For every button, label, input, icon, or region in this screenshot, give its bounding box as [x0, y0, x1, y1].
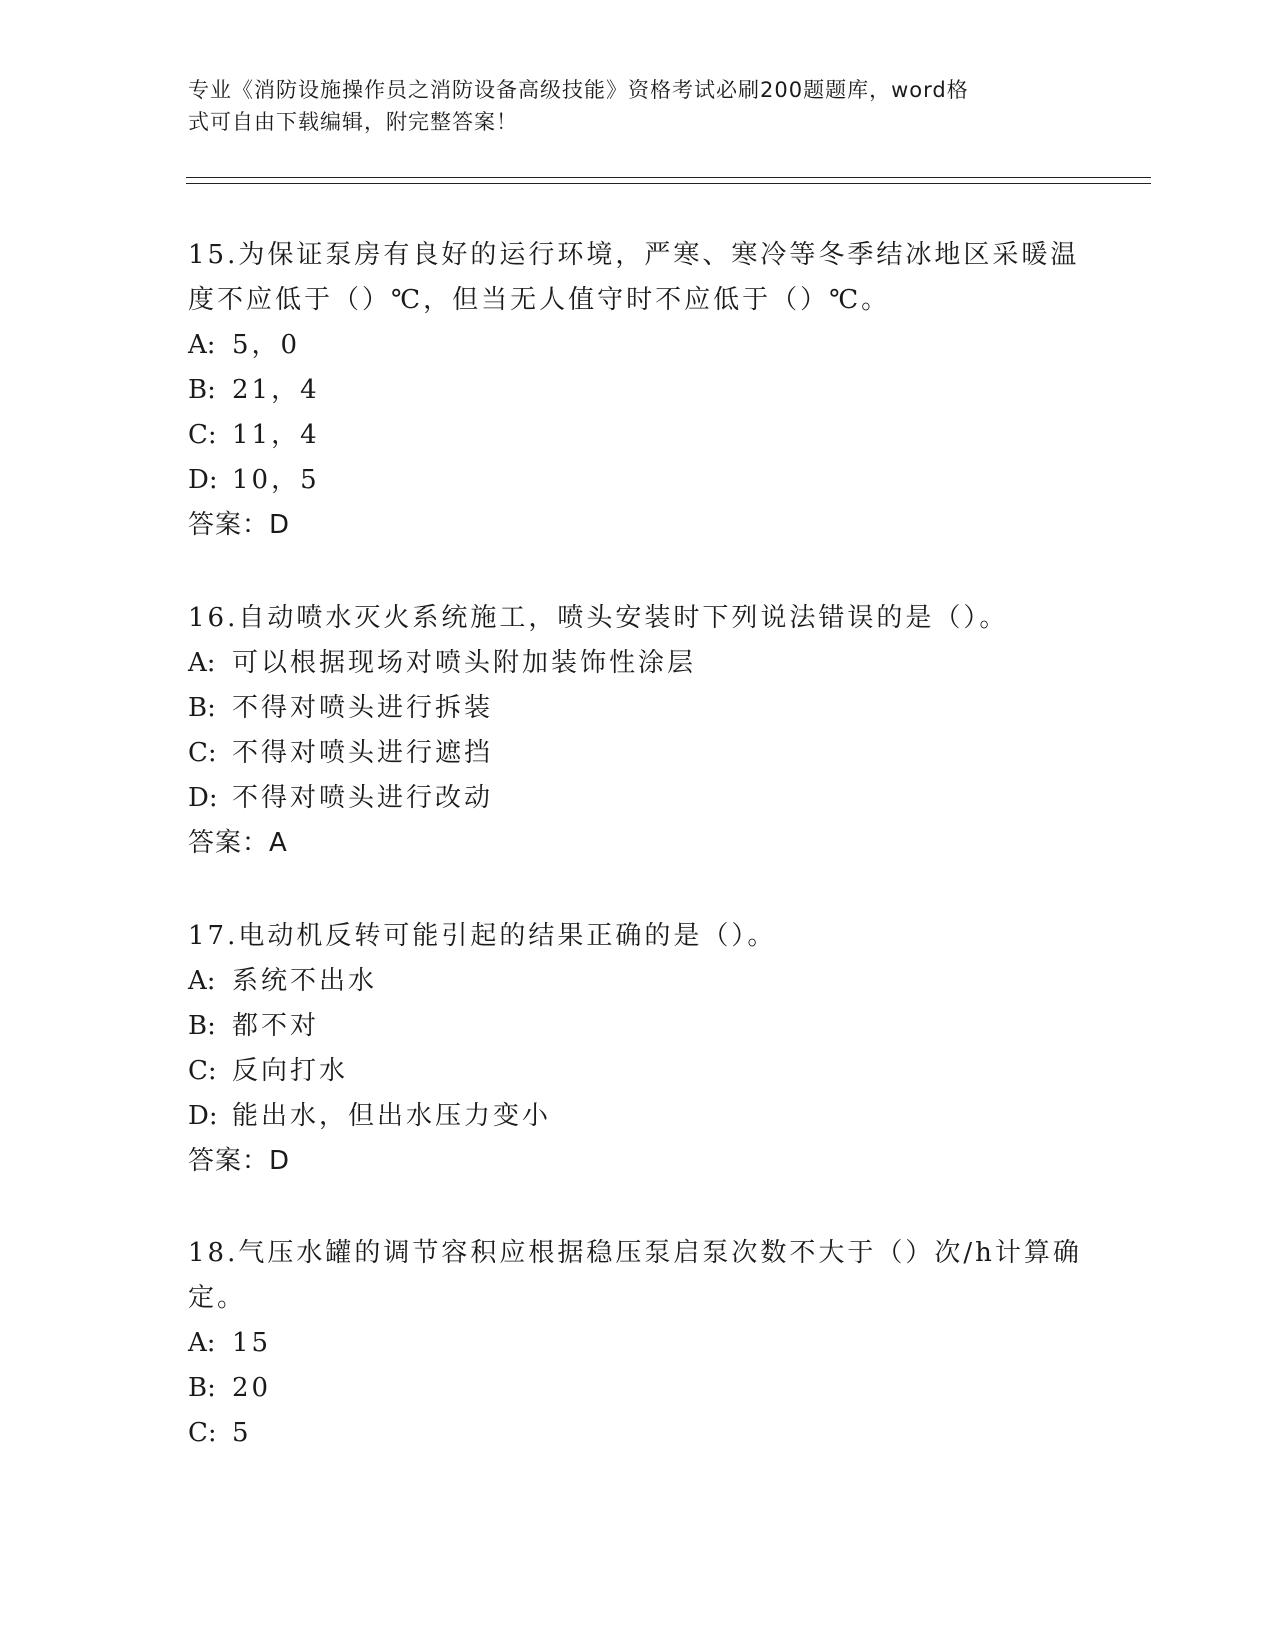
question-stem-continued: 定。: [188, 1283, 247, 1313]
option-key: A:: [188, 648, 216, 678]
option-text: 5: [232, 1418, 252, 1448]
option-key: D:: [188, 465, 218, 495]
option-text: 都不对: [232, 1011, 320, 1041]
answer-line: 答案：A: [188, 828, 288, 858]
option-c: [188, 731, 1088, 776]
option-text: 能出水，但出水压力变小: [232, 1101, 552, 1131]
header-line-2: 式可自由下载编辑，附完整答案！: [188, 110, 518, 134]
option-key: C:: [188, 738, 217, 768]
option-text: 5，0: [232, 330, 301, 360]
option-a: [188, 1321, 1088, 1366]
option-c: [188, 413, 1088, 458]
option-b: [188, 1004, 1088, 1049]
option-a: [188, 641, 1088, 686]
option-key: A:: [188, 1328, 216, 1358]
option-text: 系统不出水: [232, 966, 378, 996]
option-d: [188, 776, 1088, 821]
option-text: 15: [232, 1328, 272, 1358]
question-stem: 15.为保证泵房有良好的运行环境，严寒、寒冷等冬季结冰地区采暖温: [188, 240, 1080, 270]
question-17: [188, 914, 1088, 1184]
question-18: [188, 1231, 1088, 1456]
header-line-1: 专业《消防设施操作员之消防设备高级技能》资格考试必刷200题题库，word格: [188, 78, 969, 102]
question-stem: 16.自动喷水灭火系统施工，喷头安装时下列说法错误的是（）。: [188, 603, 1009, 633]
option-key: B:: [188, 375, 216, 405]
option-d: [188, 458, 1088, 503]
option-c: [188, 1411, 1088, 1456]
option-d: [188, 1094, 1088, 1139]
option-a: [188, 323, 1088, 368]
option-b: [188, 368, 1088, 413]
option-text: 11，4: [232, 420, 320, 450]
document-header: [188, 74, 1088, 138]
question-stem-continued: 度不应低于（）℃，但当无人值守时不应低于（）℃。: [188, 285, 891, 315]
option-b: [188, 686, 1088, 731]
option-key: B:: [188, 1373, 216, 1403]
option-text: 10，5: [232, 465, 320, 495]
option-key: C:: [188, 420, 217, 450]
option-key: C:: [188, 1418, 217, 1448]
option-key: B:: [188, 693, 216, 723]
option-c: [188, 1049, 1088, 1094]
option-key: C:: [188, 1056, 217, 1086]
question-stem: 17.电动机反转可能引起的结果正确的是（）。: [188, 921, 777, 951]
option-a: [188, 959, 1088, 1004]
option-text: 21，4: [232, 375, 320, 405]
answer-line: 答案：D: [188, 510, 291, 540]
option-key: A:: [188, 330, 216, 360]
option-key: D:: [188, 783, 218, 813]
option-key: A:: [188, 966, 216, 996]
option-key: D:: [188, 1101, 218, 1131]
question-15: [188, 233, 1088, 548]
option-b: [188, 1366, 1088, 1411]
option-text: 不得对喷头进行遮挡: [232, 738, 494, 768]
header-divider-top: [186, 177, 1151, 178]
option-text: 可以根据现场对喷头附加装饰性涂层: [232, 648, 697, 678]
option-key: B:: [188, 1011, 216, 1041]
option-text: 不得对喷头进行拆装: [232, 693, 494, 723]
option-text: 反向打水: [232, 1056, 349, 1086]
option-text: 20: [232, 1373, 272, 1403]
header-divider-bottom: [186, 183, 1151, 184]
question-16: [188, 596, 1088, 866]
option-text: 不得对喷头进行改动: [232, 783, 494, 813]
question-stem: 18.气压水罐的调节容积应根据稳压泵启泵次数不大于（）次/h计算确: [188, 1238, 1082, 1268]
answer-line: 答案：D: [188, 1146, 291, 1176]
